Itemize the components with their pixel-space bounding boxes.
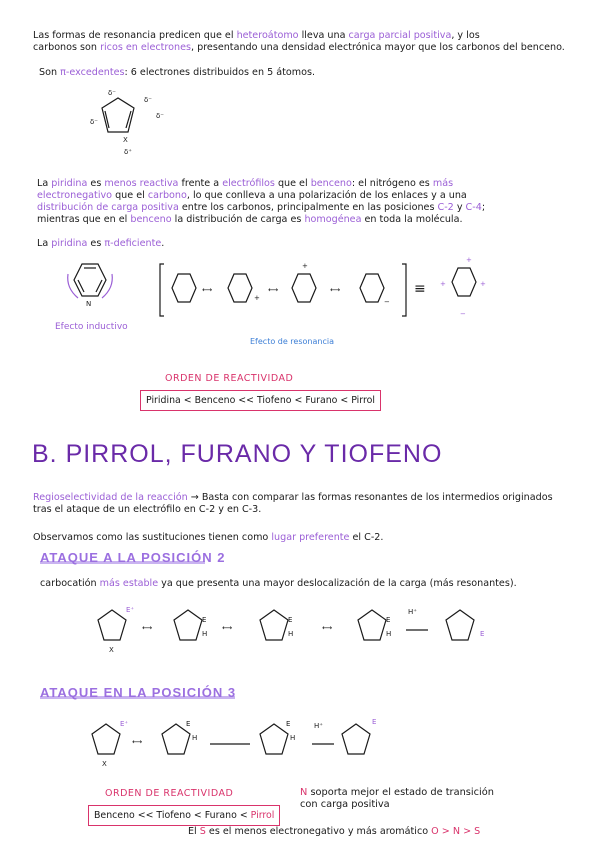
ring xyxy=(342,724,370,754)
ataque2-mechanism xyxy=(88,602,508,658)
efecto-resonancia-label: Efecto de resonancia xyxy=(250,337,334,346)
text: Benceno << Tiofeno < Furano < xyxy=(94,810,251,821)
text: frente a xyxy=(178,178,223,189)
highlight: piridina xyxy=(51,238,88,249)
resonance-arrow: ⟷ xyxy=(132,738,143,746)
text: lleva una xyxy=(298,30,349,41)
text: en toda la molécula. xyxy=(361,214,463,225)
text: . xyxy=(161,238,165,249)
highlight: lugar preferente xyxy=(271,532,350,543)
text: que el xyxy=(112,190,148,201)
pyridine-charges-diagram xyxy=(436,254,496,324)
highlight: C-4 xyxy=(465,202,482,213)
x-label: X xyxy=(102,760,107,768)
efecto-inductivo-label: Efecto inductivo xyxy=(55,322,128,332)
highlight: electrófilos xyxy=(222,178,275,189)
ring xyxy=(98,610,126,640)
orden2-note2: con carga positiva xyxy=(300,799,390,810)
x-label: X xyxy=(109,646,114,654)
highlight-carga-parcial: carga parcial positiva xyxy=(348,30,452,41)
text: es xyxy=(87,238,105,249)
resonance-arrow: ⟷ xyxy=(322,624,333,632)
resonance-arrow: ⟷ xyxy=(202,286,213,294)
highlight-pi-excedentes: π-excedentes xyxy=(60,67,125,78)
pyrrole-charges-diagram xyxy=(88,90,168,160)
para2-line4 xyxy=(37,214,463,225)
highlight-pirrol: Pirrol xyxy=(250,810,275,821)
charge: + xyxy=(302,262,308,270)
ring xyxy=(260,610,288,640)
h-label: H xyxy=(290,734,296,742)
orden2-note1 xyxy=(300,787,494,798)
ataque2-desc xyxy=(40,578,517,589)
text: soporta mejor el estado de transición xyxy=(307,787,494,798)
orden2-title: ORDEN DE REACTIVIDAD xyxy=(105,788,234,799)
text: mientras que en el xyxy=(37,214,131,225)
highlight: carbono xyxy=(147,190,187,201)
orden2-note3 xyxy=(188,826,480,837)
e-label: E xyxy=(286,720,291,728)
ring xyxy=(452,268,476,296)
highlight: más xyxy=(432,178,454,189)
text: el C-2. xyxy=(349,532,384,543)
highlight-ricos: ricos en electrones xyxy=(100,42,191,53)
text: es xyxy=(87,178,105,189)
charge-label: δ⁻ xyxy=(108,89,116,97)
resonance-arrow: ⟷ xyxy=(268,286,279,294)
ring xyxy=(358,610,386,640)
h-label: H xyxy=(192,734,198,742)
electrophile-label: E⁺ xyxy=(120,720,129,728)
charge: + xyxy=(466,256,472,264)
proton-label: H⁺ xyxy=(408,608,417,616)
text: entre los carbonos, principalmente en las posiciones xyxy=(178,202,438,213)
proton-label: H⁺ xyxy=(314,722,323,730)
h-label: H xyxy=(386,630,392,638)
text: y xyxy=(453,202,466,213)
para2-line1 xyxy=(37,178,453,189)
e-label: E xyxy=(288,616,293,624)
charge: − xyxy=(384,298,390,306)
text: : el nitrógeno es xyxy=(351,178,433,189)
ring xyxy=(446,610,474,640)
highlight: benceno xyxy=(310,178,352,189)
regio-line1 xyxy=(33,492,553,503)
text: es el menos electronegativo y más aromático xyxy=(205,826,432,837)
charge: − xyxy=(460,310,466,318)
e-label: E xyxy=(386,616,391,624)
para2-line3 xyxy=(37,202,485,213)
highlight: homogénea xyxy=(304,214,362,225)
charge: + xyxy=(480,280,486,288)
heteroatom-label: X xyxy=(123,136,128,144)
charge: + xyxy=(440,280,446,288)
bracket-right xyxy=(402,264,406,316)
ring xyxy=(292,274,316,302)
charge-label: δ⁻ xyxy=(90,118,98,126)
text: carbocatión xyxy=(40,578,100,589)
electrophile-label: E⁺ xyxy=(126,606,135,614)
text: Las formas de resonancia predicen que el xyxy=(33,30,237,41)
highlight: electronegativo xyxy=(37,190,113,201)
highlight: Regioselectividad de la reacción xyxy=(33,492,188,503)
highlight: más estable xyxy=(99,578,159,589)
orden-reactividad-title: ORDEN DE REACTIVIDAD xyxy=(165,373,294,384)
highlight: distribución de carga positiva xyxy=(37,202,179,213)
e-label: E xyxy=(372,718,377,726)
e-label: E xyxy=(202,616,207,624)
para1-line2 xyxy=(33,42,565,53)
ring xyxy=(172,274,196,302)
h-label: H xyxy=(288,630,294,638)
pi-excedentes-line xyxy=(39,67,315,78)
orden2-box xyxy=(88,805,280,826)
ataque2-title: ATAQUE A LA POSICIÓN 2 xyxy=(40,550,226,565)
ring xyxy=(92,724,120,754)
highlight-heteroatomo: heteroátomo xyxy=(236,30,299,41)
text: La xyxy=(37,238,52,249)
n-label: N xyxy=(86,300,92,308)
observamos-line xyxy=(33,532,383,543)
text: La xyxy=(37,178,52,189)
charge-label: δ⁻ xyxy=(144,96,152,104)
h-label: H xyxy=(202,630,208,638)
para1-line1 xyxy=(33,30,480,41)
highlight: C-2 xyxy=(437,202,454,213)
section-b-title: B. PIRROL, FURANO Y TIOFENO xyxy=(32,440,443,468)
para2-line2 xyxy=(37,190,467,201)
charge-label: δ⁺ xyxy=(124,148,132,156)
pyridine-resonance-diagram xyxy=(158,260,418,322)
text: Son xyxy=(39,67,61,78)
charge-label: δ⁻ xyxy=(156,112,164,120)
pyridine-inductive-diagram xyxy=(60,258,120,318)
highlight: π-deficiente xyxy=(104,238,162,249)
text: , y los xyxy=(451,30,480,41)
double-bond xyxy=(105,111,109,128)
ataque3-mechanism xyxy=(82,712,402,772)
ring xyxy=(174,610,202,640)
text: que el xyxy=(274,178,311,189)
highlight: benceno xyxy=(130,214,172,225)
text: → Basta con comparar las formas resonantes de los intermedios originados xyxy=(187,492,553,503)
bracket-left xyxy=(160,264,164,316)
ring xyxy=(162,724,190,754)
text: Observamos como las sustituciones tienen como xyxy=(33,532,272,543)
ataque3-title: ATAQUE EN LA POSICIÓN 3 xyxy=(40,685,237,700)
text: , lo que conlleva a una polarización de los enlaces y a una xyxy=(186,190,467,201)
resonance-arrow: ⟷ xyxy=(222,624,233,632)
highlight: O > N > S xyxy=(431,826,481,837)
pi-deficiente-line xyxy=(37,238,164,249)
resonance-arrow: ⟷ xyxy=(330,286,341,294)
text: ; xyxy=(481,202,486,213)
resonance-arrow: ⟷ xyxy=(142,624,153,632)
highlight: S xyxy=(199,826,206,837)
regio-line2: tras el ataque de un electrófilo en C-2 y en C-3. xyxy=(33,504,262,515)
highlight: piridina xyxy=(51,178,88,189)
text: la distribución de carga es xyxy=(171,214,305,225)
orden-reactividad-box: Piridina < Benceno << Tiofeno < Furano < Pirrol xyxy=(140,390,381,411)
text: , presentando una densidad electrónica mayor que los carbonos del benceno. xyxy=(191,42,565,53)
ring xyxy=(74,264,106,296)
e-label: E xyxy=(480,630,485,638)
highlight: N xyxy=(300,787,308,798)
e-label: E xyxy=(186,720,191,728)
equiv-sign: ≡ xyxy=(414,281,426,297)
text: El xyxy=(188,826,200,837)
highlight: menos reactiva xyxy=(104,178,179,189)
text: carbonos son xyxy=(33,42,101,53)
charge: + xyxy=(254,294,260,302)
ring xyxy=(228,274,252,302)
ring xyxy=(260,724,288,754)
text: ya que presenta una mayor deslocalización de la carga (más resonantes). xyxy=(158,578,517,589)
ring xyxy=(360,274,384,302)
text: : 6 electrones distribuidos en 5 átomos. xyxy=(124,67,316,78)
